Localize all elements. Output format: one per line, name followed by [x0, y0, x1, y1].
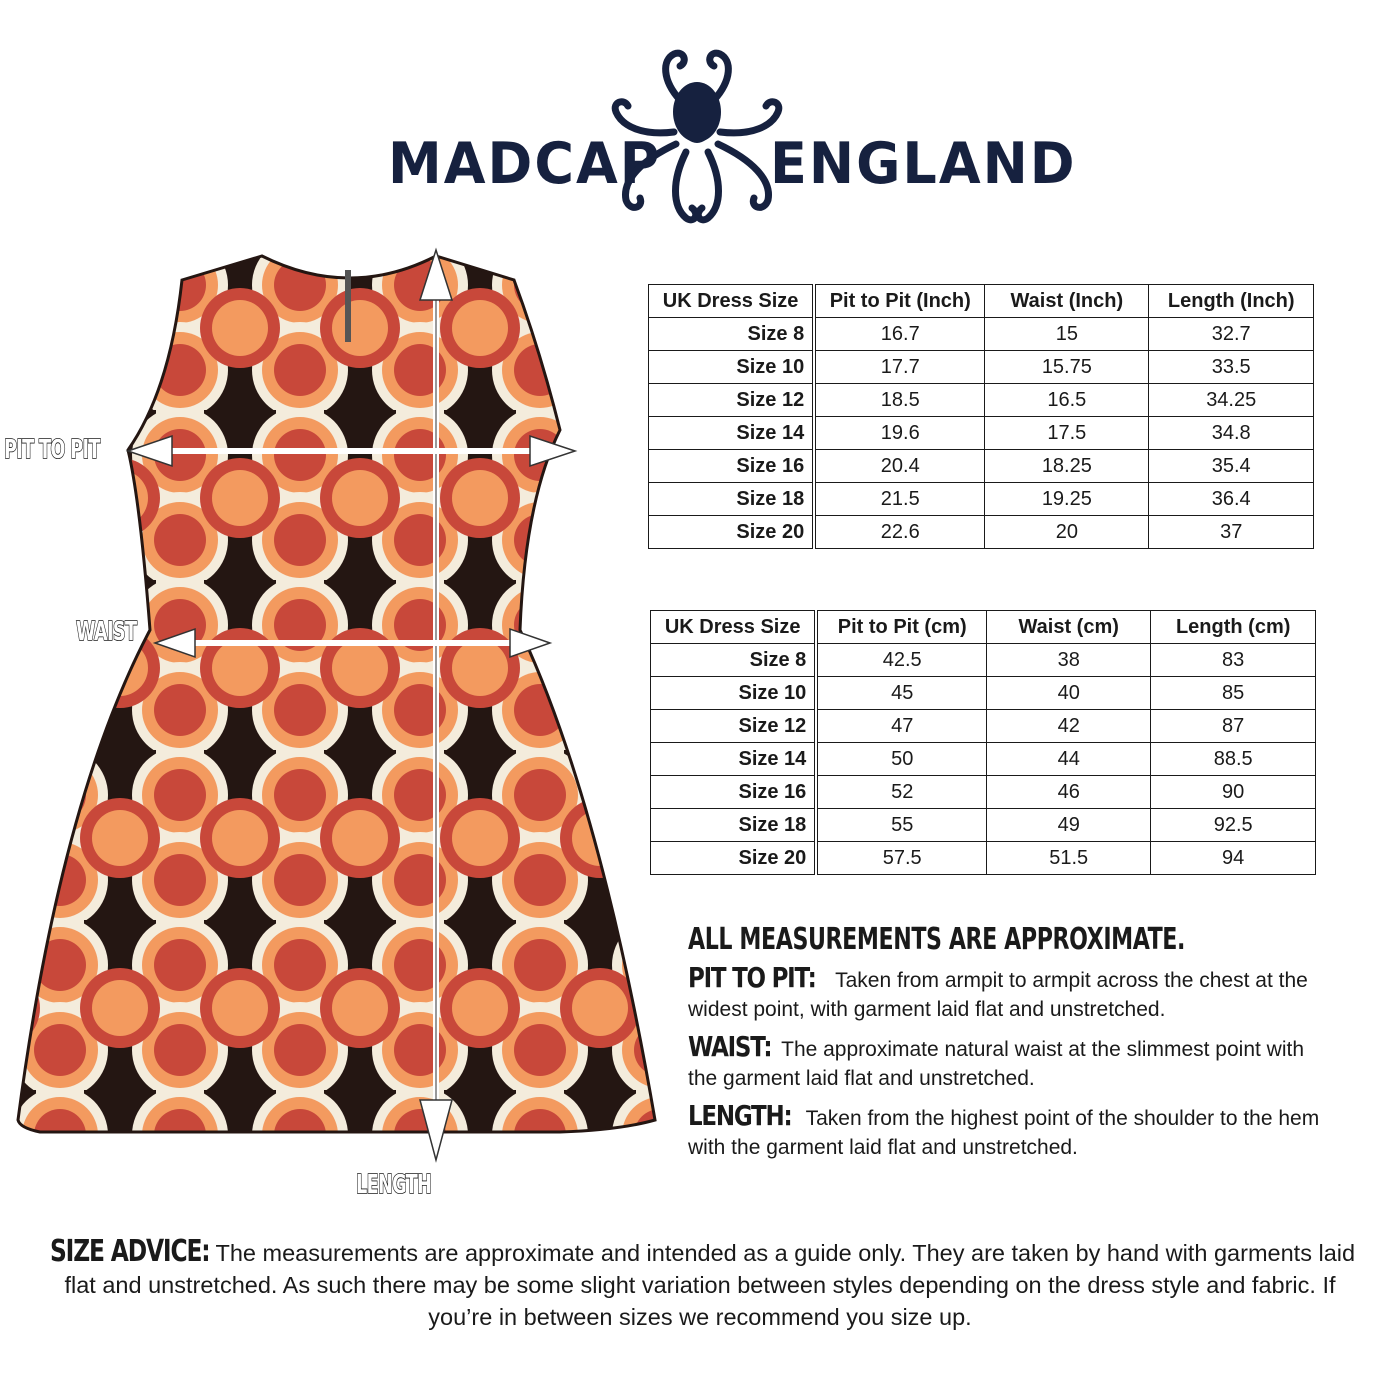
brand-word-right: ENGLAND: [770, 130, 1077, 197]
table-row: [651, 842, 1316, 875]
value-cell: 34.25: [1149, 384, 1314, 417]
value-cell: 17.7: [814, 351, 985, 384]
size-cell: Size 8: [649, 318, 815, 351]
header-cell: Length (cm): [1151, 611, 1316, 644]
table-header-row: [649, 285, 1314, 318]
value-cell: 15: [985, 318, 1149, 351]
size-cell: Size 12: [651, 710, 817, 743]
value-cell: 16.7: [814, 318, 985, 351]
value-cell: 88.5: [1151, 743, 1316, 776]
note-length: [688, 1101, 1338, 1162]
value-cell: 21.5: [814, 483, 985, 516]
octopus-icon: [602, 40, 792, 230]
measurement-notes: [688, 922, 1368, 1170]
table-row: [651, 677, 1316, 710]
table-header-row: [651, 611, 1316, 644]
value-cell: 16.5: [985, 384, 1149, 417]
size-cell: Size 16: [651, 776, 817, 809]
size-cell: Size 14: [651, 743, 817, 776]
notes-title: ALL MEASUREMENTS ARE APPROXIMATE.: [688, 922, 1185, 957]
value-cell: 83: [1151, 644, 1316, 677]
value-cell: 45: [816, 677, 986, 710]
note-heading: WAIST:: [688, 1030, 772, 1063]
value-cell: 20.4: [814, 450, 985, 483]
value-cell: 50: [816, 743, 986, 776]
size-cell: Size 20: [651, 842, 817, 875]
value-cell: 49: [987, 809, 1151, 842]
header-cell: Pit to Pit (Inch): [814, 285, 985, 318]
header-cell: Length (Inch): [1149, 285, 1314, 318]
note-heading: LENGTH:: [688, 1099, 792, 1132]
value-cell: 18.25: [985, 450, 1149, 483]
table-row: [649, 384, 1314, 417]
value-cell: 87: [1151, 710, 1316, 743]
value-cell: 40: [987, 677, 1151, 710]
value-cell: 15.75: [985, 351, 1149, 384]
size-cell: Size 18: [651, 809, 817, 842]
table-row: [651, 809, 1316, 842]
value-cell: 42: [987, 710, 1151, 743]
dress-illustration: [0, 240, 660, 1220]
size-cell: Size 8: [651, 644, 817, 677]
value-cell: 36.4: [1149, 483, 1314, 516]
value-cell: 90: [1151, 776, 1316, 809]
value-cell: 33.5: [1149, 351, 1314, 384]
table-row: [649, 417, 1314, 450]
size-table-inches: [648, 284, 1314, 549]
value-cell: 32.7: [1149, 318, 1314, 351]
value-cell: 19.25: [985, 483, 1149, 516]
value-cell: 46: [987, 776, 1151, 809]
size-advice-text: The measurements are approximate and intended as a guide only. They are taken by hand with garments laid flat and unstretched. As such there may be some slight variation between styles depending on the dress style and fabric. If you’re in between sizes we recommend you size up.: [64, 1240, 1356, 1330]
table-row: [651, 710, 1316, 743]
size-cell: Size 14: [649, 417, 815, 450]
header-cell: Pit to Pit (cm): [816, 611, 986, 644]
size-cell: Size 10: [649, 351, 815, 384]
value-cell: 17.5: [985, 417, 1149, 450]
size-cell: Size 20: [649, 516, 815, 549]
length-label: LENGTH: [356, 1170, 432, 1200]
value-cell: 22.6: [814, 516, 985, 549]
note-text: The approximate natural waist at the slimmest point with the garment laid flat and unstretched.: [688, 1038, 1305, 1090]
value-cell: 44: [987, 743, 1151, 776]
table-row: [649, 351, 1314, 384]
value-cell: 52: [816, 776, 986, 809]
table-row: [651, 776, 1316, 809]
note-text: Taken from the highest point of the shoulder to the hem with the garment laid flat and unstretched.: [688, 1107, 1320, 1159]
size-table-cm: [650, 610, 1316, 875]
value-cell: 37: [1149, 516, 1314, 549]
note-heading: PIT TO PIT:: [688, 961, 816, 994]
size-cell: Size 16: [649, 450, 815, 483]
waist-label: WAIST: [76, 617, 137, 647]
value-cell: 38: [987, 644, 1151, 677]
table-row: [649, 516, 1314, 549]
value-cell: 42.5: [816, 644, 986, 677]
value-cell: 94: [1151, 842, 1316, 875]
brand-logo: [380, 40, 1077, 230]
table-row: [649, 450, 1314, 483]
size-cell: Size 12: [649, 384, 815, 417]
note-text: Taken from armpit to armpit across the chest at the widest point, with garment laid flat and unstretched.: [688, 969, 1308, 1021]
note-pit-to-pit: [688, 963, 1338, 1024]
header-cell: Waist (cm): [987, 611, 1151, 644]
table-row: [651, 644, 1316, 677]
value-cell: 18.5: [814, 384, 985, 417]
value-cell: 57.5: [816, 842, 986, 875]
table-row: [649, 318, 1314, 351]
value-cell: 85: [1151, 677, 1316, 710]
value-cell: 55: [816, 809, 986, 842]
pit-to-pit-label: PIT TO PIT: [4, 435, 100, 465]
value-cell: 92.5: [1151, 809, 1316, 842]
header-cell: UK Dress Size: [649, 285, 815, 318]
header-cell: Waist (Inch): [985, 285, 1149, 318]
dress-image: [0, 240, 660, 1220]
size-advice-heading: SIZE ADVICE:: [49, 1234, 210, 1269]
note-waist: [688, 1032, 1338, 1093]
header-cell: UK Dress Size: [651, 611, 817, 644]
value-cell: 34.8: [1149, 417, 1314, 450]
size-advice: [40, 1236, 1360, 1333]
value-cell: 47: [816, 710, 986, 743]
value-cell: 35.4: [1149, 450, 1314, 483]
size-cell: Size 10: [651, 677, 817, 710]
value-cell: 51.5: [987, 842, 1151, 875]
value-cell: 20: [985, 516, 1149, 549]
table-row: [649, 483, 1314, 516]
table-row: [651, 743, 1316, 776]
brand-word-left: MADCAP: [388, 130, 662, 197]
size-cell: Size 18: [649, 483, 815, 516]
value-cell: 19.6: [814, 417, 985, 450]
